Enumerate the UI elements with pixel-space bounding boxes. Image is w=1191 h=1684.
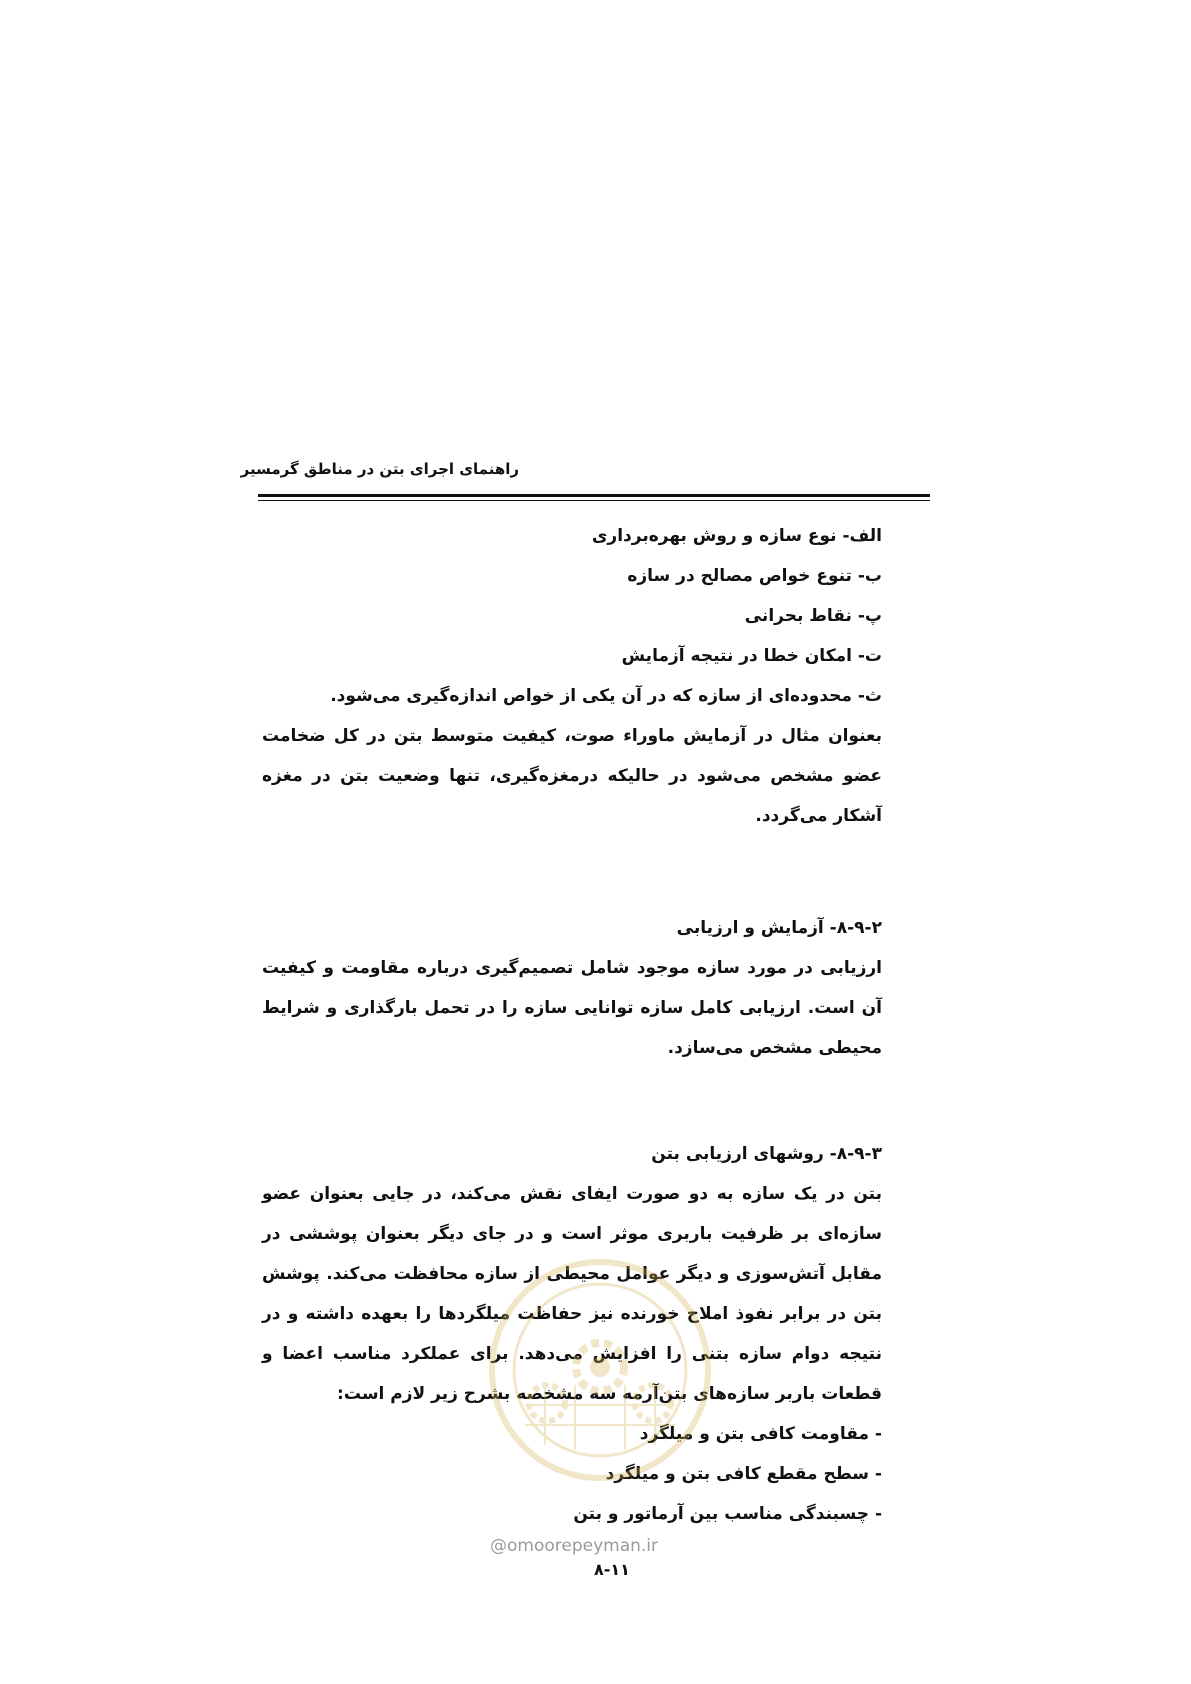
header-rule-thick: [258, 494, 930, 497]
list-item: ت- امکان خطا در نتیجه آزمایش: [621, 646, 882, 666]
section-paragraph: بتن در یک سازه به دو صورت ایفای نقش می‌کند، در جایی بعنوان عضو سازه‌ای بر ظرفیت باربری موثر است و در جای دیگر بعنوان پوششی در مقابل آتش‌سوزی و دیگر عوامل محیطی از سازه محافظت می‌کند. پوشش بتن در برابر نفوذ املاح خورنده نیز حفاظت میلگردها را بعهده داشته و در نتیجه دوام سازه بتنی را افزایش می‌دهد. برای عملکرد مناسب اعضا و قطعات باربر سازه‌های بتن‌آرمه سه مشخصه بشرح زیر لازم است:: [262, 1184, 882, 1404]
list-item: ث- محدوده‌ای از سازه که در آن یکی از خواص اندازه‌گیری می‌شود.: [330, 686, 882, 706]
list-item: - چسبندگی مناسب بین آرماتور و بتن: [573, 1504, 882, 1524]
list-item: ب- تنوع خواص مصالح در سازه: [627, 566, 882, 586]
bullet-list: [262, 1414, 882, 1534]
section-paragraph: ارزیابی در مورد سازه موجود شامل تصمیم‌گیری درباره مقاومت و کیفیت آن است. ارزیابی کامل سازه توانایی سازه را در تحمل بارگذاری و شرایط محیطی مشخص می‌سازد.: [262, 958, 882, 1058]
intro-section: [262, 516, 882, 836]
intro-paragraph: بعنوان مثال در آزمایش ماوراء صوت، کیفیت متوسط بتن در کل ضخامت عضو مشخص می‌شود در حالیکه درمغزه‌گیری، تنها وضعیت بتن در مغزه آشکار می‌گردد.: [262, 726, 882, 826]
running-header: راهنمای اجرای بتن در مناطق گرمسیر: [240, 460, 519, 478]
list-item: - سطح مقطع کافی بتن و میلگرد: [605, 1464, 882, 1484]
section-evaluation: [262, 908, 882, 1068]
section-heading: ۸-۹-۲- آزمایش و ارزیابی: [676, 918, 882, 938]
section-methods: [262, 1134, 882, 1534]
page-number: ۸-۱۱: [594, 1560, 630, 1579]
watermark-text: @omoorepeyman.ir: [490, 1536, 659, 1556]
list-item: - مقاومت کافی بتن و میلگرد: [639, 1424, 882, 1444]
header-rule-thin: [258, 500, 930, 501]
section-heading: ۸-۹-۳- روشهای ارزیابی بتن: [651, 1144, 882, 1164]
list-item: پ- نقاط بحرانی: [744, 606, 882, 626]
list-item: الف- نوع سازه و روش بهره‌برداری: [591, 526, 882, 546]
